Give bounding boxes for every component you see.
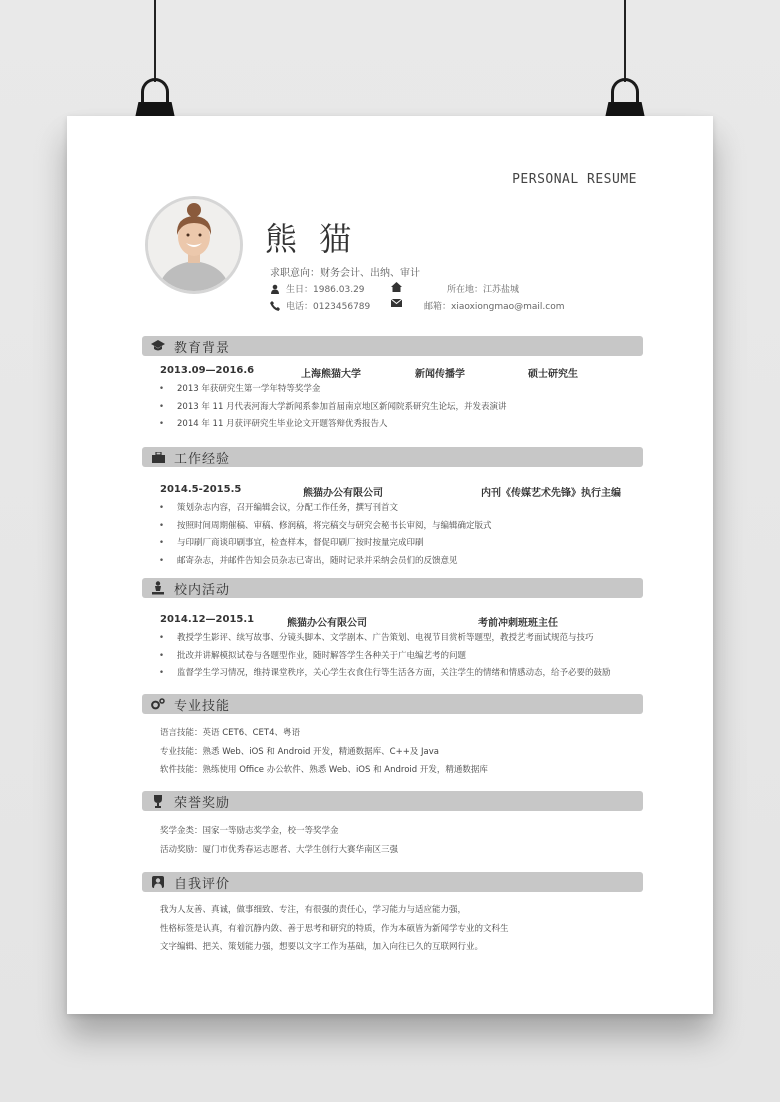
campus-company: 熊猫办公有限公司 (287, 618, 367, 629)
education-degree: 硕士研究生 (528, 369, 578, 380)
email-text: 邮箱：xiaoxiongmao@mail.com (424, 302, 565, 312)
education-list (159, 381, 507, 434)
self-line: 性格标签是认真，有着沉静内敛、善于思考和研究的特质，作为本硕皆为新闻学专业的文科生 (160, 923, 509, 934)
email-text-wrap (424, 299, 564, 312)
section-title-skills: 专业技能 (174, 698, 231, 714)
trophy-icon (152, 795, 164, 808)
skill-line: 语言技能：英语 CET6、CET4、粤语 (160, 728, 301, 738)
email-info (391, 299, 408, 307)
honor-line: 奖学金类：国家一等励志奖学金，校一等奖学金 (160, 826, 339, 836)
work-list (159, 500, 492, 570)
phone-info (270, 299, 370, 312)
honors-lines (160, 822, 398, 859)
hanging-wire-right (624, 0, 626, 82)
gear-icon (151, 698, 165, 710)
self-lines (160, 901, 509, 957)
section-education (142, 336, 643, 356)
graduation-icon (151, 340, 165, 352)
resume-paper (67, 116, 713, 1014)
self-line: 我为人友善、真诚，做事细致、专注，有很强的责任心，学习能力与适应能力强， (160, 905, 467, 915)
phone-icon (270, 301, 280, 311)
list-item: • 邮寄杂志，并邮件告知会员杂志已寄出，随时记录并采纳会员们的反馈意见 (159, 553, 492, 571)
work-period: 2014.5-2015.5 (160, 484, 242, 495)
list-item: • 策划杂志内容，召开编辑会议，分配工作任务，撰写刊首文 (159, 500, 492, 518)
birth-info (270, 282, 365, 295)
self-line: 文字编辑、把关、策划能力强，想要以文字工作为基础，加入向往已久的互联网行业。 (160, 942, 484, 952)
list-item: • 2013 年获研究生第一学年特等奖学金 (159, 381, 507, 399)
list-item: • 按照时间周期催稿、审稿、修润稿，将完稿交与研究会秘书长审阅，与编辑确定版式 (159, 518, 492, 536)
work-company: 熊猫办公有限公司 (303, 488, 383, 499)
person-name: 熊 猫 (265, 220, 358, 258)
section-title-work: 工作经验 (174, 451, 231, 467)
section-title-campus: 校内活动 (174, 582, 231, 598)
education-period: 2013.09—2016.6 (160, 365, 255, 376)
phone-text: 电话：0123456789 (286, 302, 371, 312)
profile-photo (145, 196, 243, 294)
campus-list (159, 630, 611, 683)
section-work (142, 447, 643, 467)
resume-title: PERSONAL RESUME (512, 172, 637, 187)
section-title-self: 自我评价 (174, 876, 231, 892)
hanging-wire-left (154, 0, 156, 82)
list-item: • 教授学生影评、续写故事、分镜头脚本、文学剧本、广告策划、电视节目赏析等题型，教授艺考面试规范与技巧 (159, 630, 611, 648)
job-intent: 求职意向：财务会计、出纳、审计 (270, 268, 420, 279)
section-skills (142, 694, 643, 714)
campus-period: 2014.12—2015.1 (160, 614, 255, 625)
list-item: • 批改并讲解模拟试卷与各题型作业，随时解答学生各种关于广电编艺考的问题 (159, 648, 611, 666)
education-school: 上海熊猫大学 (301, 369, 361, 380)
section-title-honors: 荣誉奖励 (174, 795, 231, 811)
work-role: 内刊《传媒艺术先锋》执行主编 (481, 488, 621, 499)
mail-icon (391, 299, 402, 307)
campus-role: 考前冲刺班班主任 (478, 618, 558, 629)
section-title-education: 教育背景 (174, 340, 231, 356)
user-icon (270, 284, 280, 294)
skill-line: 软件技能：熟练使用 Office 办公软件、熟悉 Web、iOS 和 Android 开发，精通数据库 (160, 765, 488, 775)
education-major: 新闻传播学 (415, 369, 465, 380)
list-item: • 与印刷厂商谈印刷事宜，检查样本，督促印刷厂按时按量完成印刷 (159, 535, 492, 553)
list-item: • 监督学生学习情况，维持课堂秩序，关心学生衣食住行等生活各方面，关注学生的情绪和情感动态，给予必要的鼓励 (159, 665, 611, 683)
briefcase-icon (152, 452, 165, 463)
section-self (142, 872, 643, 892)
list-item: • 2013 年 11 月代表河海大学新闻系参加首届南京地区新闻院系研究生论坛，并发表演讲 (159, 399, 507, 417)
person-icon (152, 581, 164, 595)
location-text-wrap (447, 282, 519, 295)
avatar-icon (152, 876, 164, 888)
honor-line: 活动奖励：厦门市优秀春运志愿者、大学生创行大赛华南区三强 (160, 844, 399, 855)
location-info (391, 282, 408, 292)
section-honors (142, 791, 643, 811)
skill-line: 专业技能：熟悉 Web、iOS 和 Android 开发，精通数据库、C++及 Java (160, 746, 439, 757)
list-item: • 2014 年 11 月获评研究生毕业论文开题答辩优秀报告人 (159, 416, 507, 434)
location-text: 所在地：江苏盐城 (447, 285, 520, 295)
skills-lines (160, 724, 488, 780)
birth-text: 生日：1986.03.29 (286, 285, 365, 295)
section-campus (142, 578, 643, 598)
home-icon (391, 282, 402, 292)
